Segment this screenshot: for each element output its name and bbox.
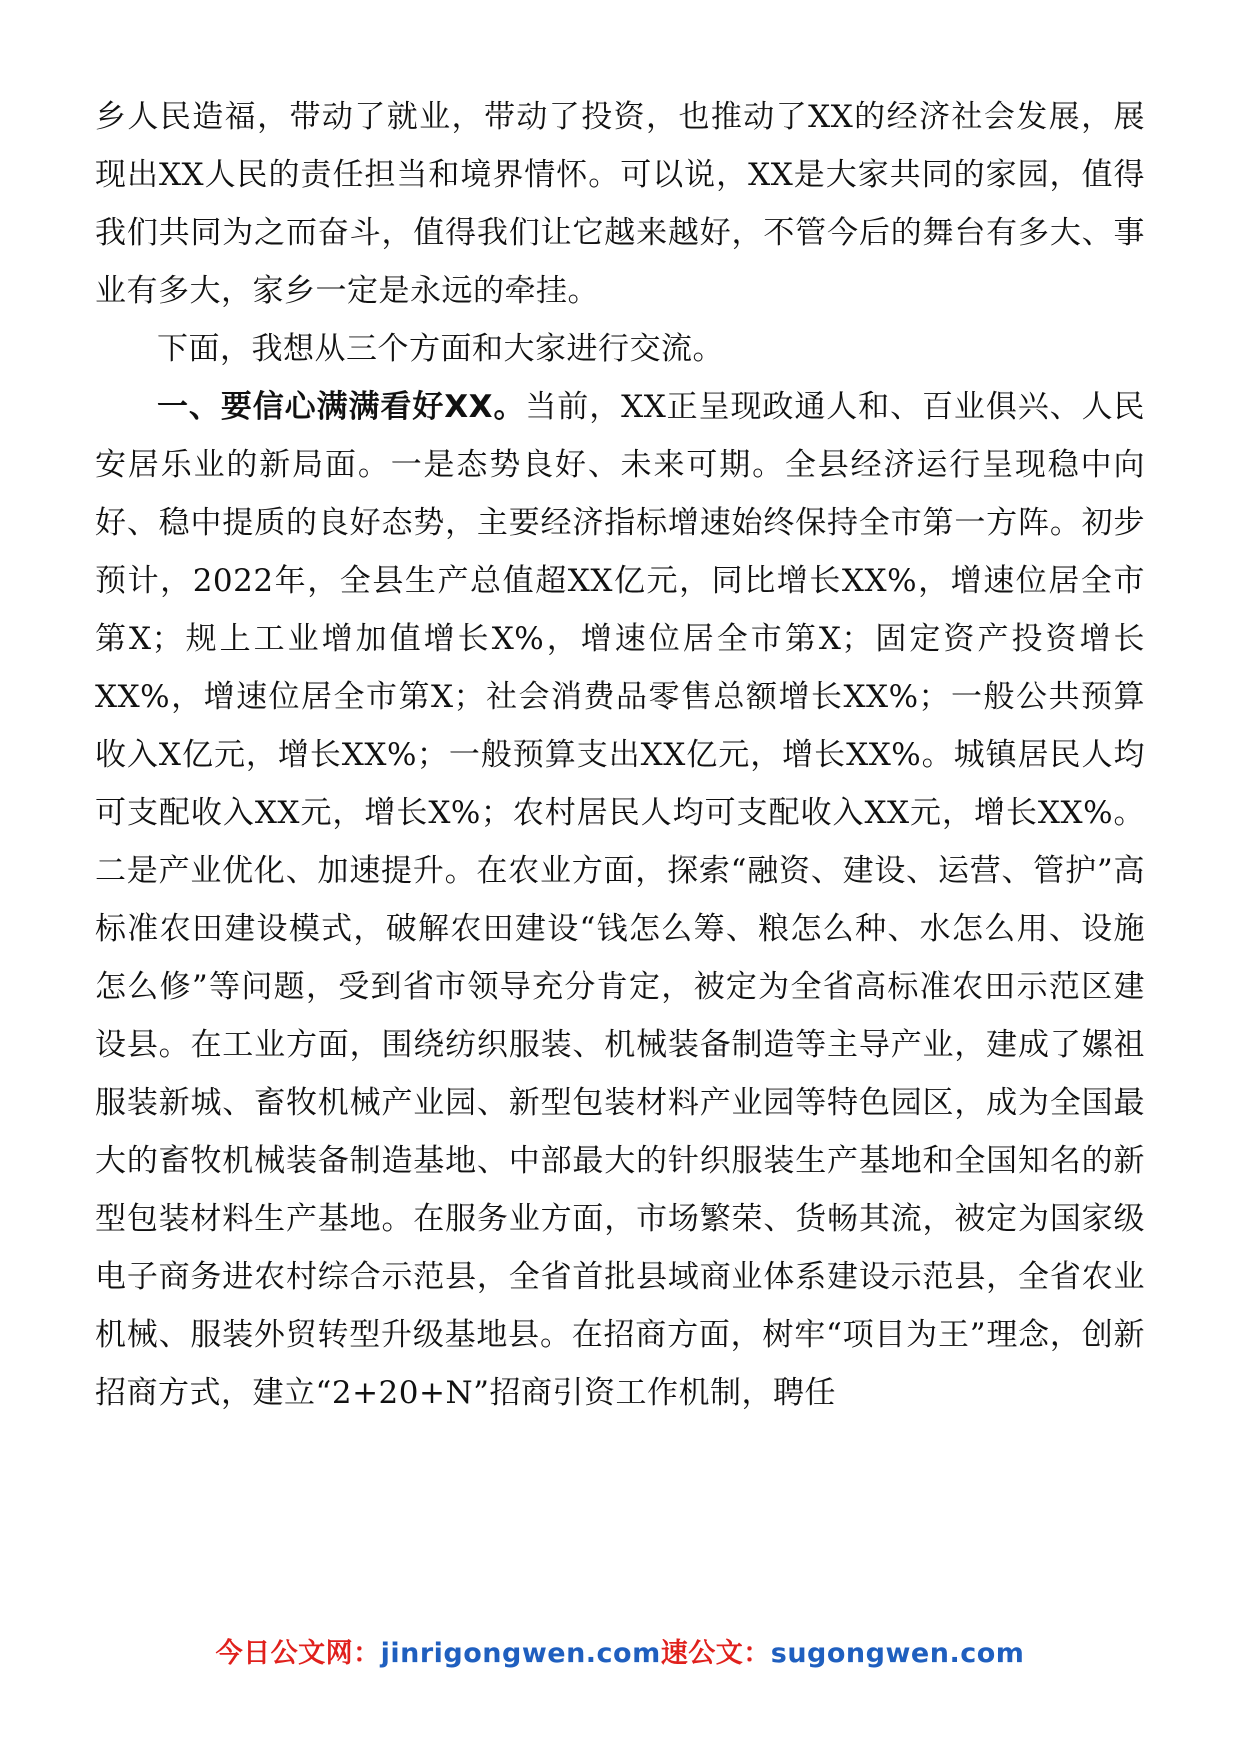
section-body: 当前，XX正呈现政通人和、百业俱兴、人民安居乐业的新局面。一是态势良好、未来可期。全县经济运行呈现稳中向好、稳中提质的良好态势，主要经济指标增速始终保持全市第一方阵。初步预计，2022年，全县生产总值超XX亿元，同比增长XX%，增速位居全市第X；规上工业增加值增长X%，增速位居全市第X；固定资产投资增长XX%，增速位居全市第X；社会消费品零售总额增长XX%；一般公共预算收入X亿元，增长XX%；一般预算支出XX亿元，增长XX%。城镇居民人均可支配收入XX元，增长X%；农村居民人均可支配收入XX元，增长XX%。二是产业优化、加速提升。在农业方面，探索“融资、建设、运营、管护”高标准农田建设模式，破解农田建设“钱怎么筹、粮怎么种、水怎么用、设施怎么修”等问题，受到省市领导充分肯定，被定为全省高标准农田示范区建设县。在工业方面，围绕纺织服装、机械装备制造等主导产业，建成了嫘祖服装新城、畜牧机械产业园、新型包装材料产业园等特色园区，成为全国最大的畜牧机械装备制造基地、中部最大的针织服装生产基地和全国知名的新型包装材料生产基地。在服务业方面，市场繁荣、货畅其流，被定为国家级电子商务进农村综合示范县，全省首批县域商业体系建设示范县，全省农业机械、服装外贸转型升级基地县。在招商方面，树牢“项目为王”理念，创新招商方式，建立“2+20+N”招商引资工作机制，聘任 xyxy=(95,389,1145,1411)
footer-watermark xyxy=(0,1631,1240,1670)
footer-site2-label: 速公文： xyxy=(660,1638,771,1669)
footer-site1-domain[interactable]: jinrigongwen.com xyxy=(380,1638,661,1669)
footer-site1-label: 今日公文网： xyxy=(215,1638,381,1669)
footer-site2-domain[interactable]: sugongwen.com xyxy=(770,1638,1025,1669)
section-heading: 一、要信心满满看好XX。 xyxy=(157,389,526,425)
document-body xyxy=(95,88,1145,1422)
paragraph-section-one xyxy=(95,378,1145,1422)
paragraph-intro: 下面，我想从三个方面和大家进行交流。 xyxy=(157,331,724,367)
paragraph-continuation: 乡人民造福，带动了就业，带动了投资，也推动了XX的经济社会发展，展现出XX人民的责任担当和境界情怀。可以说，XX是大家共同的家园，值得我们共同为之而奋斗，值得我们让它越来越好，不管今后的舞台有多大、事业有多大，家乡一定是永远的牵挂。 xyxy=(95,99,1145,309)
